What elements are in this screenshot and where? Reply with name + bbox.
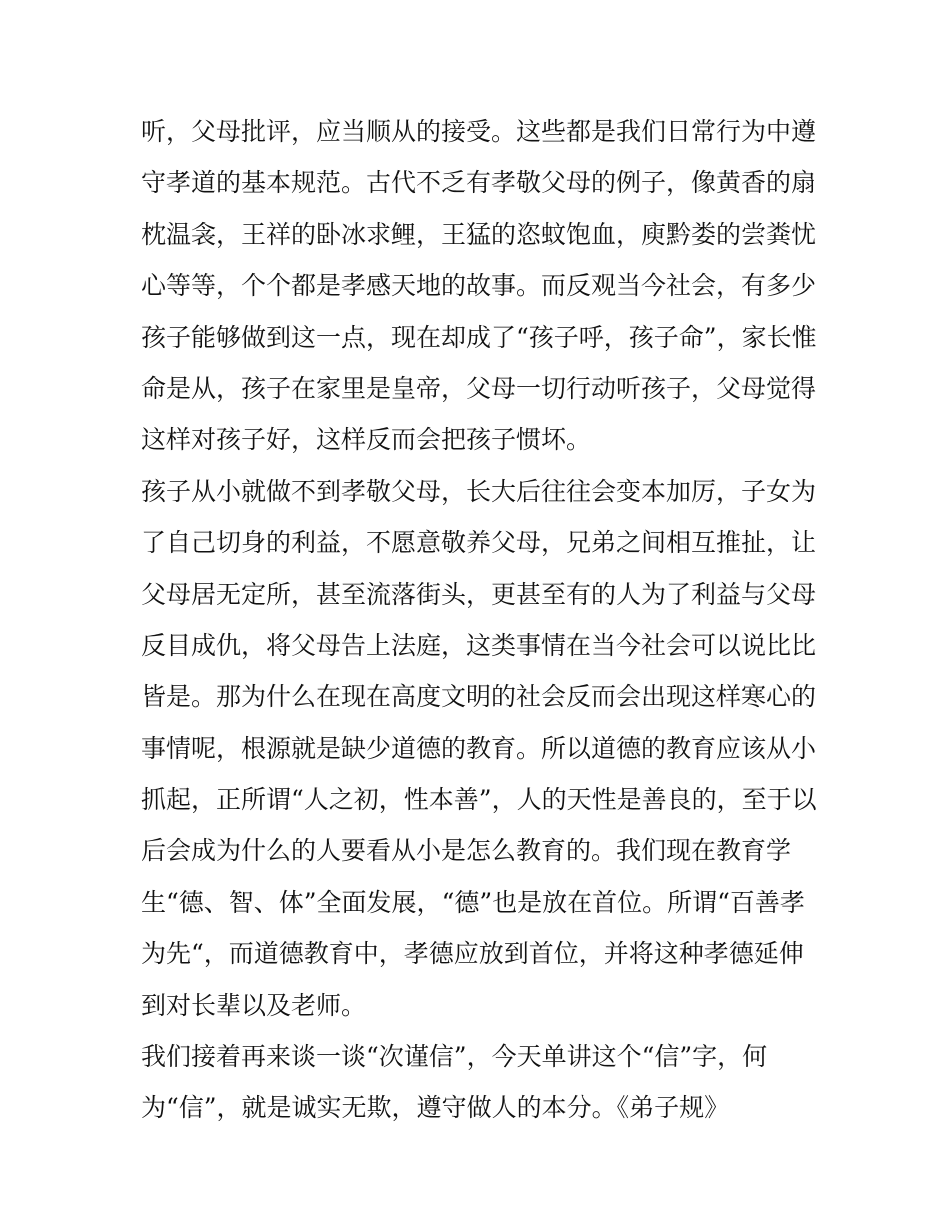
text-line: 这样对孩子好，这样反而会把孩子惯坏。	[141, 425, 592, 455]
text-line: 到对长辈以及老师。	[141, 990, 367, 1020]
body-text	[141, 106, 821, 1134]
text-line: 反目成仇，将父母告上法庭，这类事情在当今社会可以说比比	[141, 630, 817, 660]
text-line: 为“信”，就是诚实无欺，遵守做人的本分。《弟子规》	[141, 1093, 730, 1123]
text-line: 父母居无定所，甚至流落街头，更甚至有的人为了利益与父母	[141, 579, 817, 609]
text-line: 后会成为什么的人要看从小是怎么教育的。我们现在教育学	[141, 836, 792, 866]
text-line: 心等等，个个都是孝感天地的故事。而反观当今社会，有多少	[141, 271, 817, 301]
text-line: 了自己切身的利益，不愿意敬养父母，兄弟之间相互推扯，让	[141, 528, 817, 558]
text-line: 我们接着再来谈一谈“次谨信”，今天单讲这个“信”字，何	[141, 1042, 768, 1072]
text-line: 皆是。那为什么在现在高度文明的社会反而会出现这样寒心的	[141, 682, 817, 712]
text-line: 孩子能够做到这一点，现在却成了“孩子呼，孩子命”，家长惟	[141, 322, 817, 352]
text-line: 为先“，而道德教育中，孝德应放到首位，并将这种孝德延伸	[141, 939, 804, 969]
text-line: 守孝道的基本规范。古代不乏有孝敬父母的例子，像黄香的扇	[141, 168, 817, 198]
text-line: 生“德、智、体”全面发展，“德”也是放在首位。所谓“百善孝	[141, 887, 805, 917]
text-line: 命是从，孩子在家里是皇帝，父母一切行动听孩子，父母觉得	[141, 373, 817, 403]
text-line: 抓起，正所谓“人之初，性本善”，人的天性是善良的，至于以	[141, 785, 817, 815]
text-line: 孩子从小就做不到孝敬父母，长大后往往会变本加厉，子女为	[141, 476, 817, 506]
text-line: 听，父母批评，应当顺从的接受。这些都是我们日常行为中遵	[141, 117, 817, 146]
text-line: 事情呢，根源就是缺少道德的教育。所以道德的教育应该从小	[141, 733, 817, 763]
text-line: 枕温衾，王祥的卧冰求鲤，王猛的恣蚊饱血，庾黔娄的尝粪忧	[141, 219, 817, 249]
